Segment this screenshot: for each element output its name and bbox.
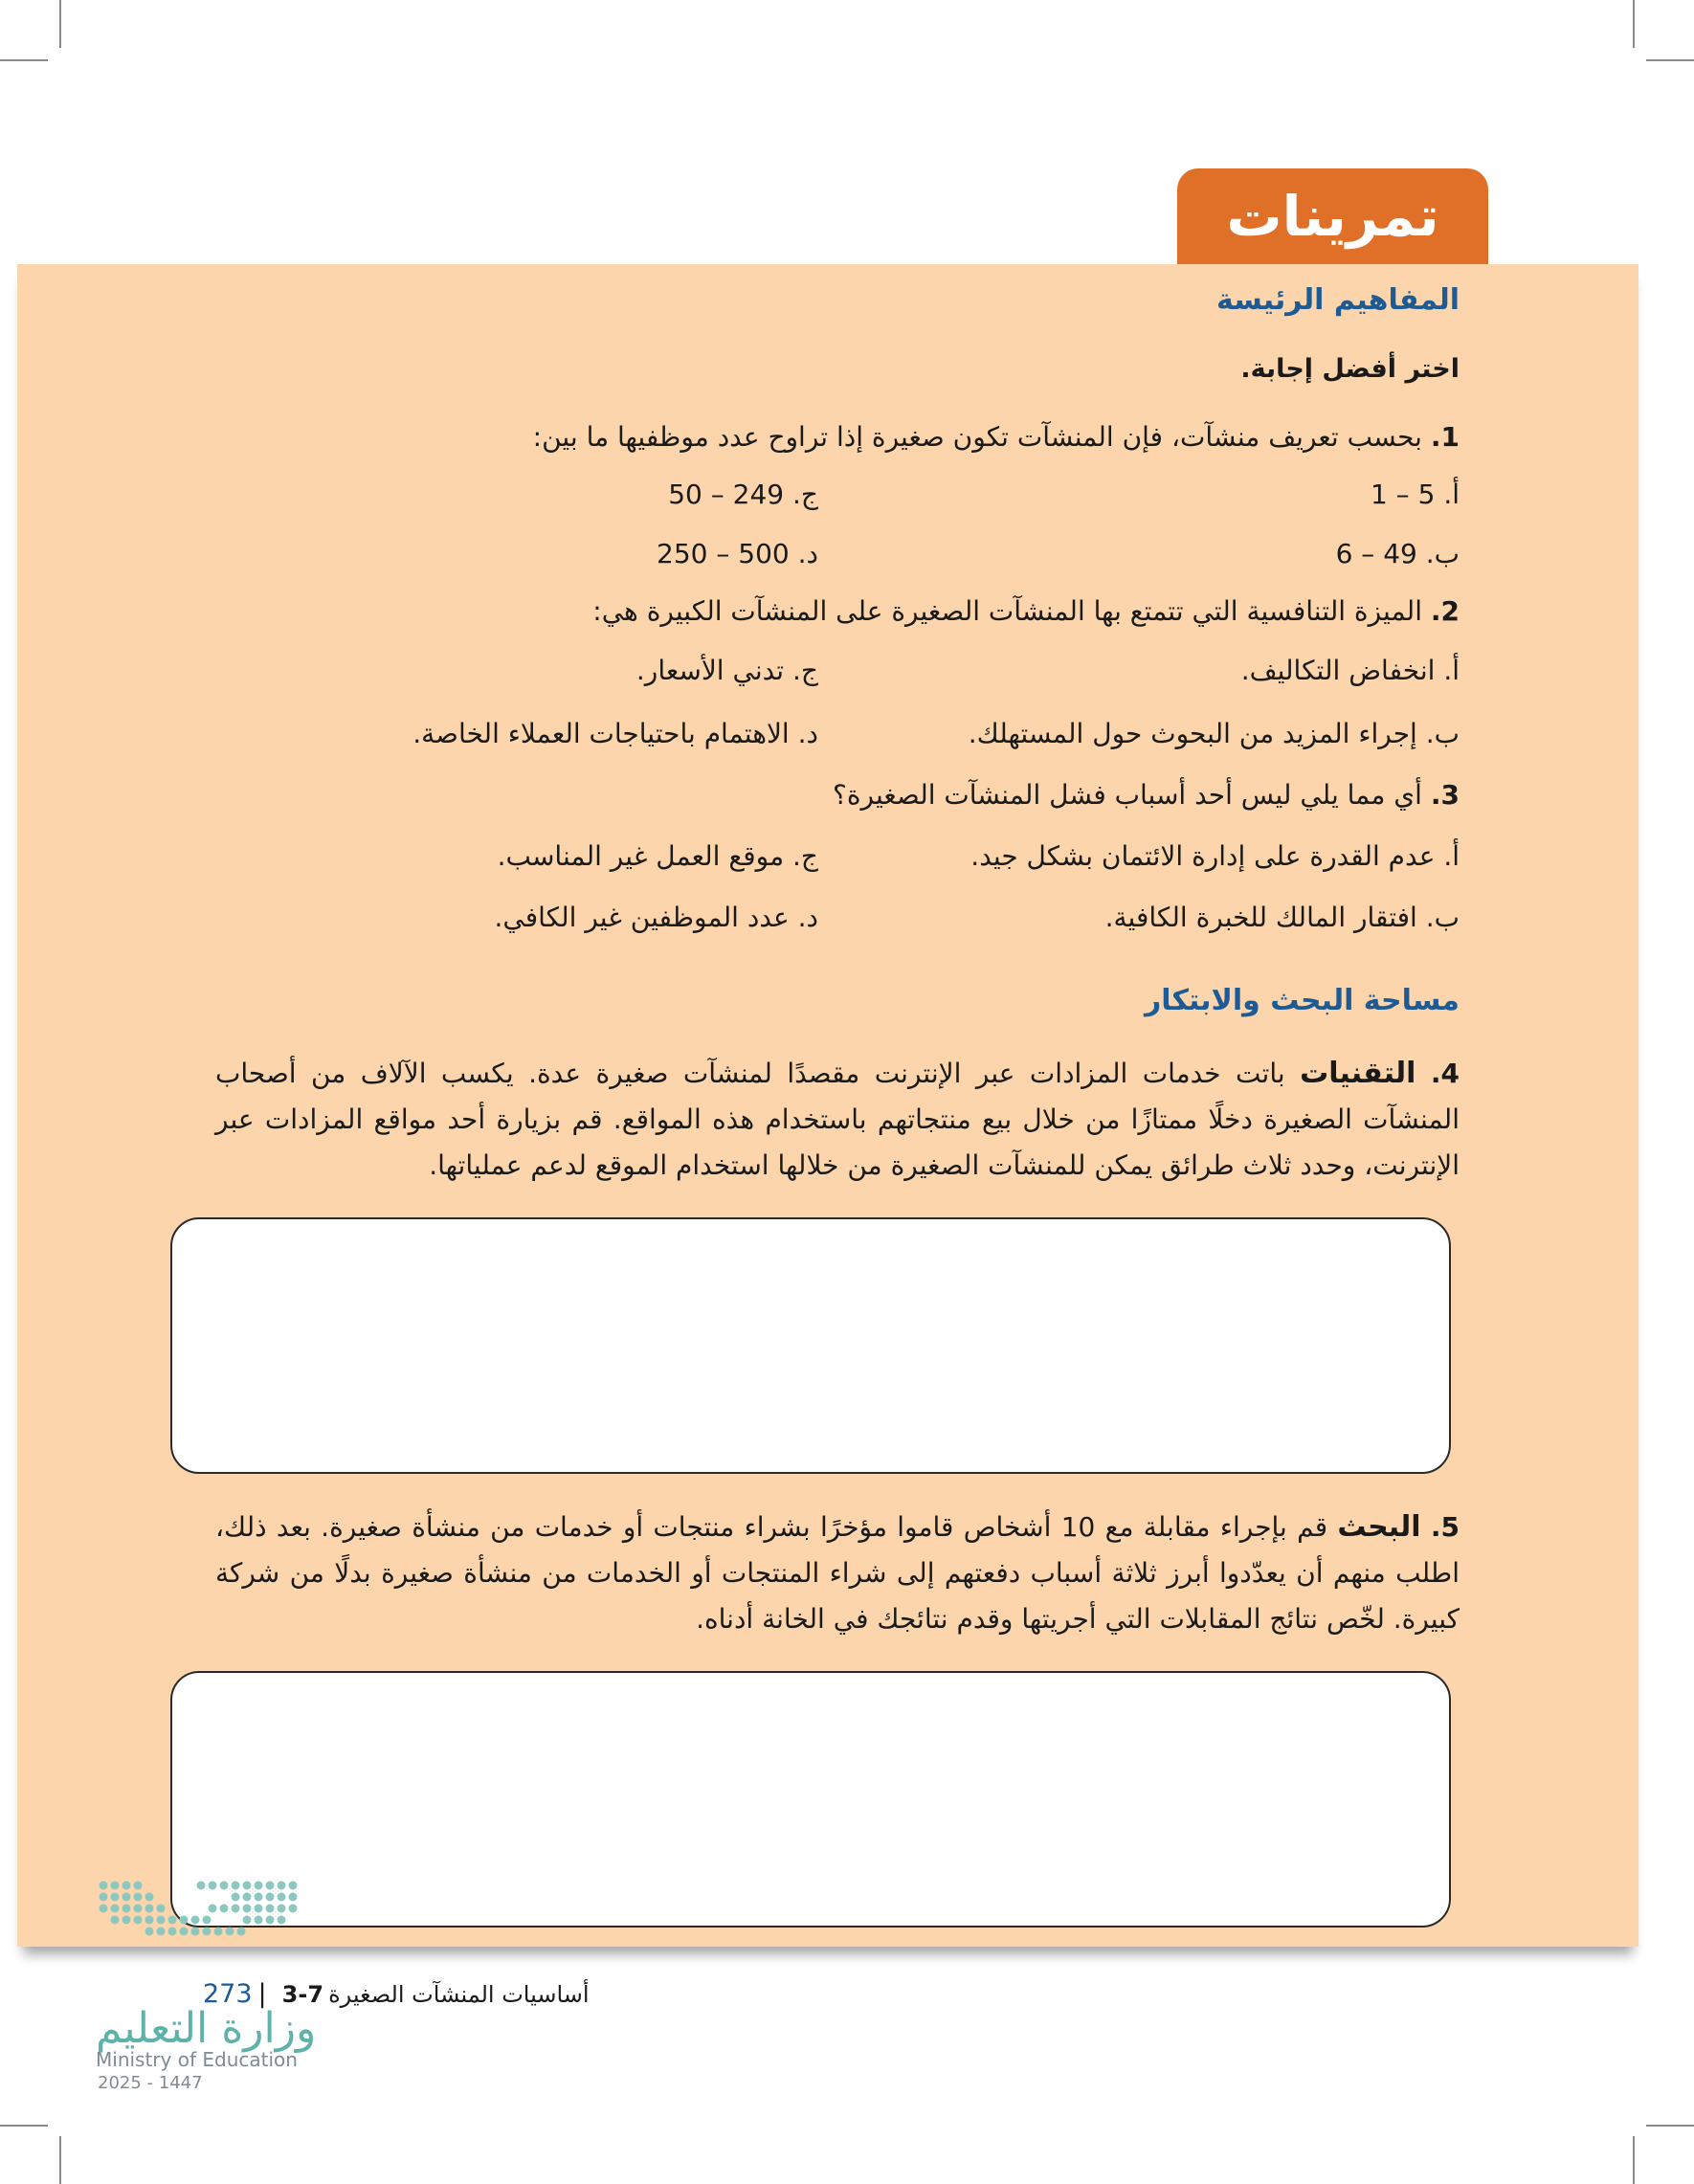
option-label: د. <box>797 538 818 569</box>
logo-dot <box>278 1916 286 1925</box>
logo-dot <box>255 1916 263 1925</box>
logo-dot <box>243 1893 252 1902</box>
logo-dot <box>266 1916 275 1925</box>
question-text: قم بإجراء مقابلة مع 10 أشخاص قاموا مؤخرًا بشراء منتجات أو خدمات من منشأة صغيرة. بعد ذلك، اطلب منهم أن يعدّدوا أبرز ثلاثة أسباب دفعتهم إلى شراء المنتجات أو الخدمات من منشأة صغيرة بدلًا من شركة كبيرة. لخّص نتائج المقابلات التي أجريتها وقدم نتائجك في الخانة أدناه. <box>215 1511 1460 1635</box>
option-text: تدني الأسعار. <box>635 655 785 686</box>
logo-dot <box>191 1928 200 1936</box>
logo-dot <box>111 1905 120 1913</box>
logo-dot <box>278 1882 286 1890</box>
logo-dot <box>100 1905 108 1913</box>
option-label: ج. <box>792 840 818 872</box>
q1-option-d[interactable] <box>657 538 818 569</box>
option-label: د. <box>797 718 818 749</box>
logo-dot <box>145 1905 154 1913</box>
logo-dot <box>168 1916 177 1925</box>
question-3 <box>833 779 1460 811</box>
logo-dot <box>220 1882 229 1890</box>
q2-option-b[interactable] <box>969 718 1460 749</box>
question-number: 3. <box>1430 779 1460 811</box>
logo-dot <box>123 1893 131 1902</box>
footer-divider: | <box>257 1979 267 2009</box>
option-text: موقع العمل غير المناسب. <box>497 840 785 872</box>
option-text: افتقار المالك للخبرة الكافية. <box>1104 902 1417 933</box>
logo-dot <box>255 1882 263 1890</box>
question-2 <box>592 595 1460 627</box>
logo-dot <box>168 1928 177 1936</box>
page-footer <box>203 1979 590 2009</box>
option-label: د. <box>797 902 818 933</box>
option-text: عدد الموظفين غير الكافي. <box>494 902 790 933</box>
logo-dot <box>134 1916 143 1925</box>
option-text: 50 – 249 <box>668 479 785 510</box>
logo-dot <box>180 1916 189 1925</box>
option-text: إجراء المزيد من البحوث حول المستهلك. <box>968 718 1417 749</box>
logo-dot <box>145 1916 154 1925</box>
logo-dot <box>203 1928 212 1936</box>
q1-option-a[interactable] <box>1371 479 1460 510</box>
logo-dot <box>289 1893 298 1902</box>
logo-dot <box>243 1916 252 1925</box>
logo-dot <box>145 1893 154 1902</box>
section-title-research: مساحة البحث والابتكار <box>1144 984 1460 1017</box>
section-title-key-concepts: المفاهيم الرئيسة <box>1216 283 1460 317</box>
option-label: أ. <box>1443 655 1460 686</box>
question-text: باتت خدمات المزادات عبر الإنترنت مقصدًا لمنشآت صغيرة عدة. يكسب الآلاف من أصحاب المنشآت الصغيرة دخلًا ممتازًا من خلال بيع منتجاتهم باستخدام هذه المواقع. قم بزيارة أحد مواقع المزادات عبر الإنترنت، وحدد ثلاث طرائق يمكن للمنشآت الصغيرة من خلالها استخدام الموقع لدعم عملياتها. <box>215 1058 1460 1181</box>
logo-dot <box>157 1916 166 1925</box>
footer-section-number: 3-7 <box>281 1981 324 2008</box>
option-label: ب. <box>1425 718 1460 749</box>
crop-mark-tl-h <box>0 59 48 61</box>
crop-mark-tl-v <box>59 0 61 48</box>
q2-option-a[interactable] <box>1241 655 1460 686</box>
logo-dot <box>243 1882 252 1890</box>
logo-dot <box>111 1893 120 1902</box>
question-number: 4. <box>1430 1058 1460 1089</box>
question-5 <box>215 1504 1460 1642</box>
logo-dot <box>111 1882 120 1890</box>
logo-dot <box>220 1905 229 1913</box>
q2-option-c[interactable] <box>636 655 818 686</box>
question-number: 2. <box>1430 595 1460 627</box>
q1-option-c[interactable] <box>668 479 818 510</box>
option-text: 250 – 500 <box>657 538 790 569</box>
page-number: 273 <box>203 1979 253 2009</box>
option-label: ب. <box>1425 538 1460 569</box>
logo-dot <box>180 1928 189 1936</box>
crop-mark-bl-v <box>59 2136 61 2184</box>
logo-dot <box>134 1905 143 1913</box>
logo-dot <box>157 1928 166 1936</box>
q3-option-a[interactable] <box>970 840 1460 872</box>
logo-english-name: Ministry of Education <box>96 2048 298 2071</box>
crop-mark-br-v <box>1633 2136 1635 2184</box>
question-text: بحسب تعريف منشآت، فإن المنشآت تكون صغيرة إذا تراوح عدد موظفيها ما بين: <box>532 421 1422 453</box>
option-label: ج. <box>792 479 818 510</box>
option-label: ج. <box>792 655 818 686</box>
crop-mark-tr-h <box>1646 59 1694 61</box>
logo-dot <box>266 1893 275 1902</box>
footer-chapter-title: أساسيات المنشآت الصغيرة <box>328 1981 590 2008</box>
logo-dot <box>237 1928 246 1936</box>
answer-box-q5[interactable] <box>170 1671 1451 1928</box>
logo-dot <box>232 1893 240 1902</box>
q1-option-b[interactable] <box>1336 538 1460 569</box>
logo-dot <box>232 1882 240 1890</box>
option-text: 6 – 49 <box>1335 538 1417 569</box>
logo-dot <box>145 1928 154 1936</box>
logo-dot <box>289 1882 298 1890</box>
logo-arabic-name: وزارة التعليم <box>96 2004 317 2053</box>
logo-dot <box>157 1905 166 1913</box>
option-label: أ. <box>1443 479 1460 510</box>
question-4 <box>215 1051 1460 1189</box>
logo-dot <box>226 1928 234 1936</box>
logo-dot <box>123 1905 131 1913</box>
logo-dot <box>191 1916 200 1925</box>
option-text: عدم القدرة على إدارة الائتمان بشكل جيد. <box>970 840 1436 872</box>
logo-dot <box>123 1916 131 1925</box>
logo-dot <box>134 1882 143 1890</box>
logo-dot <box>243 1905 252 1913</box>
question-keyword: التقنيات <box>1300 1057 1416 1090</box>
instruction-text: اختر أفضل إجابة. <box>1240 354 1460 384</box>
q3-option-d[interactable] <box>495 902 819 933</box>
logo-dot <box>100 1893 108 1902</box>
answer-box-q4[interactable] <box>170 1217 1451 1474</box>
option-label: أ. <box>1443 840 1460 872</box>
option-text: انخفاض التكاليف. <box>1240 655 1436 686</box>
logo-dot <box>111 1916 120 1925</box>
q3-option-b[interactable] <box>1105 902 1460 933</box>
logo-dot <box>197 1882 206 1890</box>
question-number: 5. <box>1430 1511 1460 1543</box>
crop-mark-br-h <box>1646 2125 1694 2127</box>
q3-option-c[interactable] <box>498 840 818 872</box>
question-text: أي مما يلي ليس أحد أسباب فشل المنشآت الصغيرة؟ <box>832 779 1422 811</box>
logo-year: 2025 - 1447 <box>98 2073 203 2093</box>
logo-dot <box>214 1928 223 1936</box>
logo-dot <box>232 1905 240 1913</box>
logo-dot <box>203 1916 212 1925</box>
option-label: ب. <box>1425 902 1460 933</box>
logo-dot <box>278 1893 286 1902</box>
exercises-tab: تمرينات <box>1177 168 1488 264</box>
question-text: الميزة التنافسية التي تتمتع بها المنشآت الصغيرة على المنشآت الكبيرة هي: <box>592 595 1422 627</box>
logo-dot <box>255 1905 263 1913</box>
logo-dot <box>266 1882 275 1890</box>
logo-dot <box>278 1905 286 1913</box>
logo-dot <box>100 1882 108 1890</box>
logo-dot <box>255 1893 263 1902</box>
option-text: الاهتمام باحتياجات العملاء الخاصة. <box>412 718 790 749</box>
logo-dot <box>289 1905 298 1913</box>
question-1 <box>533 421 1460 453</box>
logo-dot <box>209 1905 217 1913</box>
q2-option-d[interactable] <box>412 718 818 749</box>
logo-dot <box>123 1882 131 1890</box>
logo-dot <box>209 1882 217 1890</box>
logo-dot <box>266 1905 275 1913</box>
crop-mark-bl-h <box>0 2125 48 2127</box>
question-number: 1. <box>1430 421 1460 453</box>
question-keyword: البحث <box>1337 1510 1421 1544</box>
logo-dot <box>134 1893 143 1902</box>
crop-mark-tr-v <box>1633 0 1635 48</box>
option-text: 1 – 5 <box>1370 479 1436 510</box>
